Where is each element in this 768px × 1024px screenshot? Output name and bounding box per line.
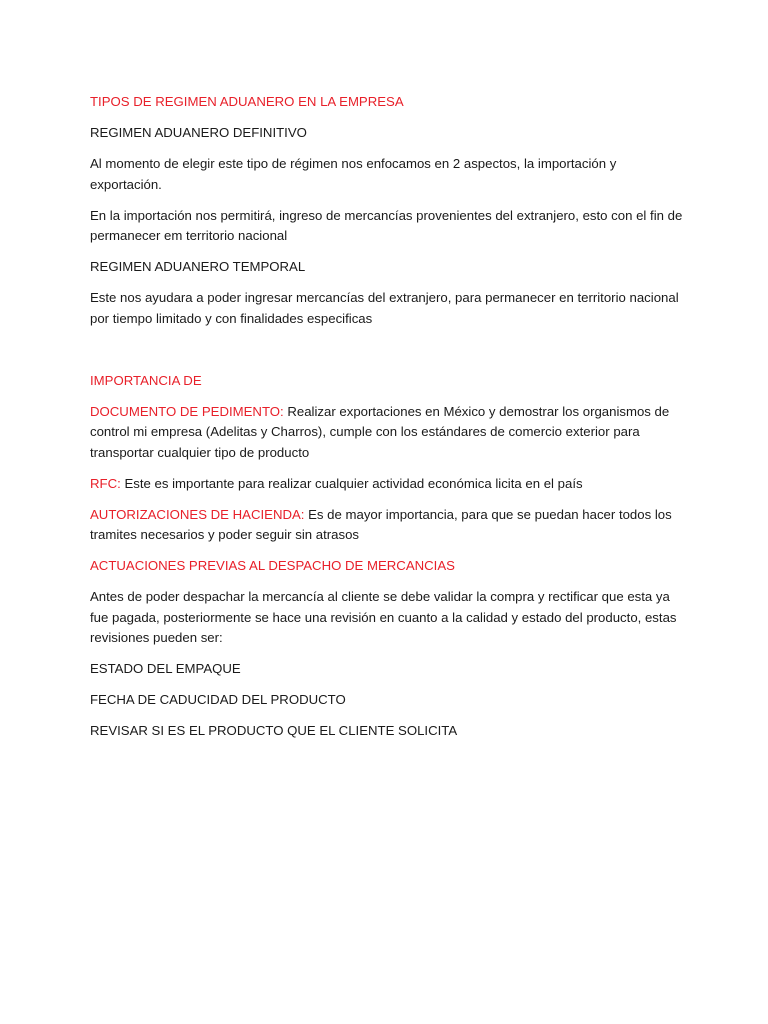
heading-regimen-definitivo: REGIMEN ADUANERO DEFINITIVO — [90, 125, 307, 140]
document-title: TIPOS DE REGIMEN ADUANERO EN LA EMPRESA — [90, 94, 404, 109]
list-item-empaque: ESTADO DEL EMPAQUE — [90, 661, 241, 676]
pedimento-text: Realizar exportaciones en México y demostrar los organismos de control mi empresa (Adelitas y Charros), cumple con los estándares de comercio exterior para transportar cualquier tipo de producto — [90, 403, 670, 460]
pedimento-label: DOCUMENTO DE PEDIMENTO: — [90, 403, 284, 419]
list-item-revisar: REVISAR SI ES EL PRODUCTO QUE EL CLIENTE SOLICITA — [90, 723, 458, 738]
document-page — [90, 92, 690, 752]
paragraph-temporal: Este nos ayudara a poder ingresar mercancías del extranjero, para permanecer en territorio nacional por tiempo limitado y con finalidades especificas — [90, 290, 679, 326]
list-item-caducidad: FECHA DE CADUCIDAD DEL PRODUCTO — [90, 692, 346, 707]
heading-actuaciones: ACTUACIONES PREVIAS AL DESPACHO DE MERCANCIAS — [90, 558, 455, 573]
hacienda-label: AUTORIZACIONES DE HACIENDA: — [90, 506, 305, 522]
blank-line — [90, 340, 690, 371]
paragraph-hacienda — [90, 505, 690, 546]
paragraph-definitivo-2: En la importación nos permitirá, ingreso de mercancías provenientes del extranjero, esto con el fin de permanecer em territorio nacional — [90, 207, 683, 243]
hacienda-text: Es de mayor importancia, para que se puedan hacer todos los tramites necesarios y poder seguir sin atrasos — [90, 506, 672, 542]
paragraph-rfc — [90, 474, 690, 495]
paragraph-pedimento — [90, 402, 690, 464]
heading-importancia: IMPORTANCIA DE — [90, 372, 202, 388]
paragraph-actuaciones: Antes de poder despachar la mercancía al cliente se debe validar la compra y rectificar que esta ya fue pagada, posteriormente se hace una revisión en cuanto a la calidad y estado del producto, estas revisiones pueden ser: — [90, 589, 677, 645]
rfc-text: Este es importante para realizar cualquier actividad económica licita en el país — [120, 475, 583, 491]
rfc-label: RFC: — [90, 475, 121, 491]
paragraph-definitivo-1: Al momento de elegir este tipo de régimen nos enfocamos en 2 aspectos, la importación y exportación. — [90, 156, 617, 192]
heading-regimen-temporal: REGIMEN ADUANERO TEMPORAL — [90, 259, 306, 274]
